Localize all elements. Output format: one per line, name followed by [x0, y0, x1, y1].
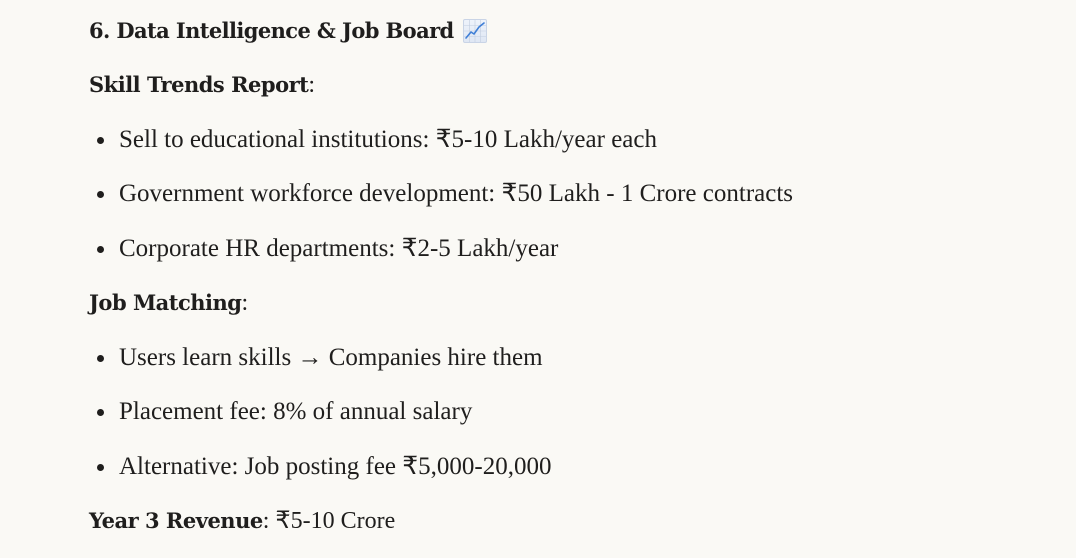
list-item: [89, 397, 1049, 427]
job-matching-colon: :: [241, 290, 249, 316]
list-item-text: Alternative: Job posting fee ₹5,000-20,000: [119, 453, 552, 480]
list-item-text: Sell to educational institutions: ₹5-10 Lakh/year each: [119, 126, 657, 153]
skill-trends-list: [89, 125, 1049, 264]
bullet-icon: [97, 246, 104, 253]
skill-trends-label: Skill Trends Report: [89, 72, 309, 97]
bullet-icon: [97, 464, 104, 471]
bullet-icon: [97, 409, 104, 416]
skill-trends-label-row: [89, 70, 315, 100]
list-item-text: Corporate HR departments: ₹2-5 Lakh/year: [119, 235, 559, 262]
year3-revenue-label: Year 3 Revenue: [89, 508, 263, 533]
bullet-icon: [97, 137, 104, 144]
list-item: [89, 343, 1049, 373]
skill-trends-colon: :: [308, 72, 316, 98]
bullet-icon: [97, 191, 104, 198]
bullet-icon: [97, 355, 104, 362]
list-item: [89, 452, 1049, 482]
list-item-text: Placement fee: 8% of annual salary: [119, 398, 473, 425]
year3-revenue-row: [89, 506, 395, 536]
list-item-text: Users learn skills → Companies hire them: [119, 344, 543, 371]
job-matching-label-row: [89, 288, 248, 318]
job-matching-label: Job Matching: [89, 290, 242, 315]
chart-increasing-icon: [463, 19, 487, 43]
list-item: [89, 125, 1049, 155]
list-item: [89, 234, 1049, 264]
list-item: [89, 179, 1049, 209]
list-item-text: Government workforce development: ₹50 Lakh - 1 Crore contracts: [119, 180, 794, 207]
year3-revenue-value: : ₹5-10 Crore: [262, 508, 396, 534]
job-matching-list: [89, 343, 1049, 482]
section-heading: [89, 16, 487, 46]
heading-text: 6. Data Intelligence & Job Board: [89, 18, 454, 43]
